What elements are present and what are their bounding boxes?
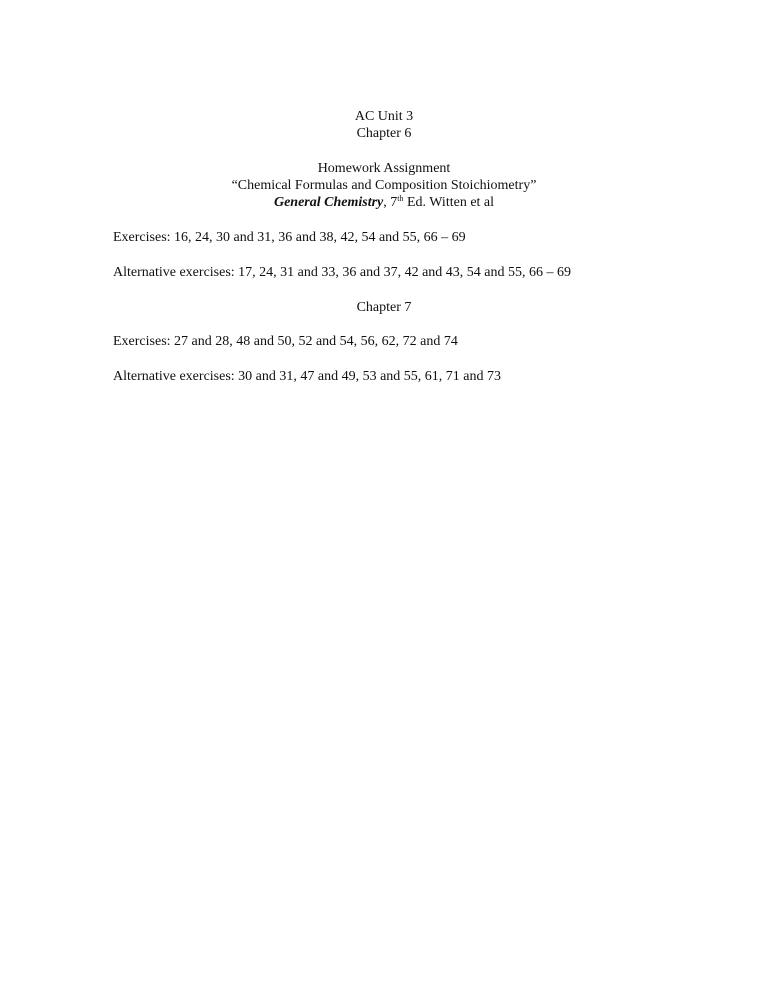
edition-prefix: , 7 — [383, 195, 398, 210]
chapter-7-heading: Chapter 7 — [356, 300, 412, 315]
chapter-6-heading: Chapter 6 — [356, 126, 412, 141]
unit-title: AC Unit 3 — [354, 109, 414, 124]
chapter-6-exercises: Exercises: 16, 24, 30 and 31, 36 and 38, 42, 54 and 55, 66 – 69 — [113, 230, 466, 245]
assignment-topic: “Chemical Formulas and Composition Stoichiometry” — [231, 178, 537, 193]
edition-suffix: Ed. Witten et al — [403, 195, 495, 210]
chapter-6-alternative-exercises: Alternative exercises: 17, 24, 31 and 33, 36 and 37, 42 and 43, 54 and 55, 66 – 69 — [113, 265, 572, 280]
chapter-7-exercises: Exercises: 27 and 28, 48 and 50, 52 and 54, 56, 62, 72 and 74 — [113, 334, 458, 349]
assignment-title: Homework Assignment — [317, 161, 451, 176]
book-title: General Chemistry — [273, 195, 384, 210]
chapter-7-alternative-exercises: Alternative exercises: 30 and 31, 47 and 49, 53 and 55, 61, 71 and 73 — [113, 369, 502, 384]
edition-superscript: th — [397, 194, 404, 203]
textbook-reference — [0, 194, 768, 211]
